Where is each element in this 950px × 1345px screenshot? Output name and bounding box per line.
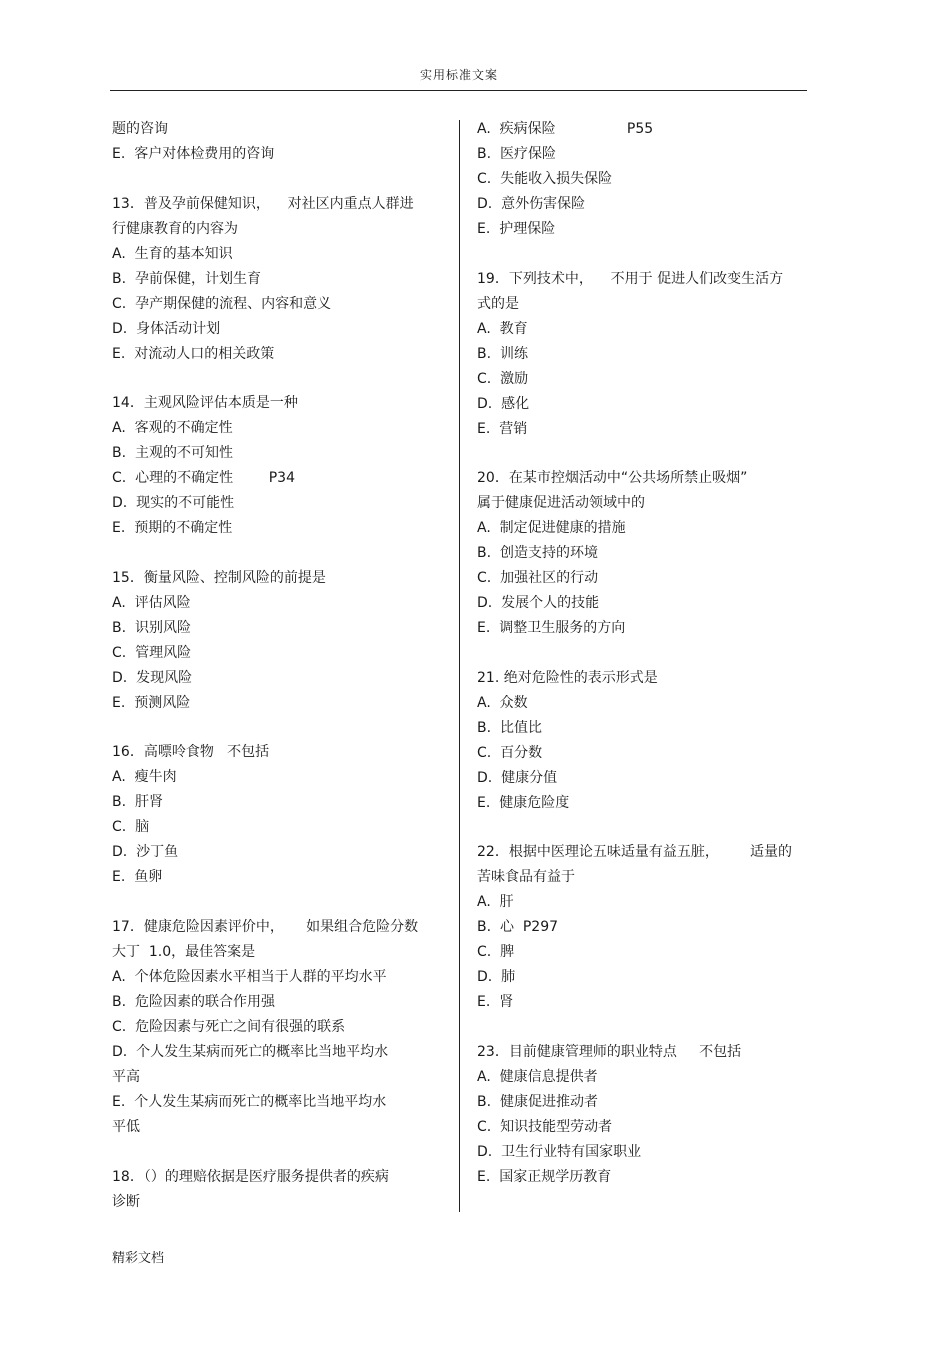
text-line: C. 管理风险 <box>112 644 192 661</box>
text-line: A. 疾病保险 P55 <box>477 121 654 137</box>
text-line: D. 健康分值 <box>477 769 558 786</box>
text-line: E. 对流动人口的相关政策 <box>112 345 275 362</box>
text-line: 行健康教育的内容为 <box>112 220 238 237</box>
text-line: A. 瘦牛肉 <box>112 769 177 786</box>
text-line: A. 健康信息提供者 <box>477 1068 598 1085</box>
text-line: D. 感化 <box>477 395 530 412</box>
text-line: B. 比值比 <box>477 719 542 736</box>
text-line: A. 教育 <box>477 320 528 337</box>
text-line: D. 个人发生某病而死亡的概率比当地平均水 <box>112 1043 389 1060</box>
text-line: A. 肝 <box>477 894 514 911</box>
text-line: B. 肝肾 <box>112 794 163 811</box>
right-column <box>477 117 807 1190</box>
text-line: 平低 <box>112 1118 140 1135</box>
text-line: 苦味食品有益于 <box>477 869 575 886</box>
text-line: C. 知识技能型劳动者 <box>477 1118 613 1135</box>
blank-line <box>477 242 807 267</box>
text-line: B. 主观的不可知性 <box>112 445 233 462</box>
text-line: 14．主观风险评估本质是一种 <box>112 395 298 412</box>
text-line: E. 国家正规学历教育 <box>477 1168 612 1185</box>
text-line: C. 激励 <box>477 370 529 387</box>
text-line: 18．（）的理赔依据是医疗服务提供者的疾病 <box>112 1168 389 1185</box>
blank-line <box>477 641 807 666</box>
blank-line <box>112 167 442 192</box>
text-line: A. 个体危险因素水平相当于人群的平均水平 <box>112 968 387 985</box>
text-line: B. 健康促进推动者 <box>477 1093 598 1110</box>
blank-line <box>477 442 807 467</box>
text-line: C. 危险因素与死亡之间有很强的联系 <box>112 1018 346 1035</box>
text-line: D. 发现风险 <box>112 669 193 686</box>
text-line: C. 加强社区的行动 <box>477 570 599 587</box>
text-line: 诊断 <box>112 1193 140 1210</box>
text-line: 平高 <box>112 1068 140 1085</box>
text-line: 13．普及孕前保健知识， 对社区内重点人群进 <box>112 195 414 212</box>
text-line: B. 训练 <box>477 345 528 362</box>
text-line: B. 创造支持的环境 <box>477 545 598 562</box>
text-line: C. 心理的不确定性 P34 <box>112 470 295 487</box>
text-line: D. 沙丁鱼 <box>112 844 179 861</box>
text-line: E. 营销 <box>477 420 528 437</box>
text-line: 21. 绝对危险性的表示形式是 <box>477 669 658 686</box>
text-line: A. 制定促进健康的措施 <box>477 520 626 537</box>
text-line: C. 百分数 <box>477 744 543 761</box>
text-line: 17．健康危险因素评价中， 如果组合危险分数 <box>112 918 419 935</box>
header-title: 实用标准文案 <box>419 68 498 82</box>
text-line: E. 健康危险度 <box>477 794 570 811</box>
footer-text: 精彩文档 <box>112 1251 165 1266</box>
text-line: 题的咨询 <box>112 121 168 137</box>
text-line: 19．下列技术中， 不用于 促进人们改变生活方 <box>477 270 784 287</box>
text-line: B. 危险因素的联合作用强 <box>112 993 275 1010</box>
text-line: E. 客户对体检费用的咨询 <box>112 146 275 162</box>
blank-line <box>477 816 807 841</box>
text-line: D. 发展个人的技能 <box>477 595 600 612</box>
text-line: D. 身体活动计划 <box>112 320 221 337</box>
text-line: C. 脾 <box>477 944 515 961</box>
header-rule <box>110 90 807 91</box>
text-line: 22．根据中医理论五味适量有益五脏， 适量的 <box>477 844 792 861</box>
text-line: 大丁 1.0，最佳答案是 <box>112 943 256 960</box>
text-line: 式的是 <box>477 295 519 312</box>
text-line: D. 意外伤害保险 <box>477 196 586 212</box>
text-line: C. 失能收入损失保险 <box>477 171 613 187</box>
text-line: D. 卫生行业特有国家职业 <box>477 1143 642 1160</box>
text-line: E. 调整卫生服务的方向 <box>477 620 626 637</box>
text-line: E. 肾 <box>477 994 514 1011</box>
blank-line <box>112 367 442 392</box>
text-line: B. 孕前保健，计划生育 <box>112 270 261 287</box>
text-line: E. 护理保险 <box>477 221 556 237</box>
blank-line <box>477 1015 807 1040</box>
text-line: C. 脑 <box>112 819 150 836</box>
blank-line <box>112 716 442 741</box>
left-column <box>112 117 442 1215</box>
text-line: E. 预测风险 <box>112 694 191 711</box>
text-line: B. 心 P297 <box>477 919 559 936</box>
text-line: D. 现实的不可能性 <box>112 495 235 512</box>
text-line: 属于健康促进活动领域中的 <box>477 495 645 512</box>
text-line: 15．衡量风险、控制风险的前提是 <box>112 569 326 586</box>
text-line: 16．高嘌呤食物 不包括 <box>112 744 270 761</box>
text-line: C. 孕产期保健的流程、内容和意义 <box>112 295 332 312</box>
text-line: A. 客观的不确定性 <box>112 420 233 437</box>
text-line: A. 众数 <box>477 694 528 711</box>
text-line: A. 评估风险 <box>112 594 191 611</box>
text-line: E. 预期的不确定性 <box>112 520 233 537</box>
text-line: B. 医疗保险 <box>477 146 556 162</box>
blank-line <box>112 541 442 566</box>
text-line: 20．在某市控烟活动中“公共场所禁止吸烟” <box>477 470 748 487</box>
text-line: A. 生育的基本知识 <box>112 245 233 262</box>
text-line: B. 识别风险 <box>112 619 191 636</box>
text-line: D. 肺 <box>477 969 516 986</box>
text-line: E. 个人发生某病而死亡的概率比当地平均水 <box>112 1093 387 1110</box>
blank-line <box>112 890 442 915</box>
column-divider <box>459 120 460 1212</box>
blank-line <box>112 1140 442 1165</box>
text-line: E. 鱼卵 <box>112 869 163 886</box>
text-line: 23．目前健康管理师的职业特点 不包括 <box>477 1043 742 1060</box>
